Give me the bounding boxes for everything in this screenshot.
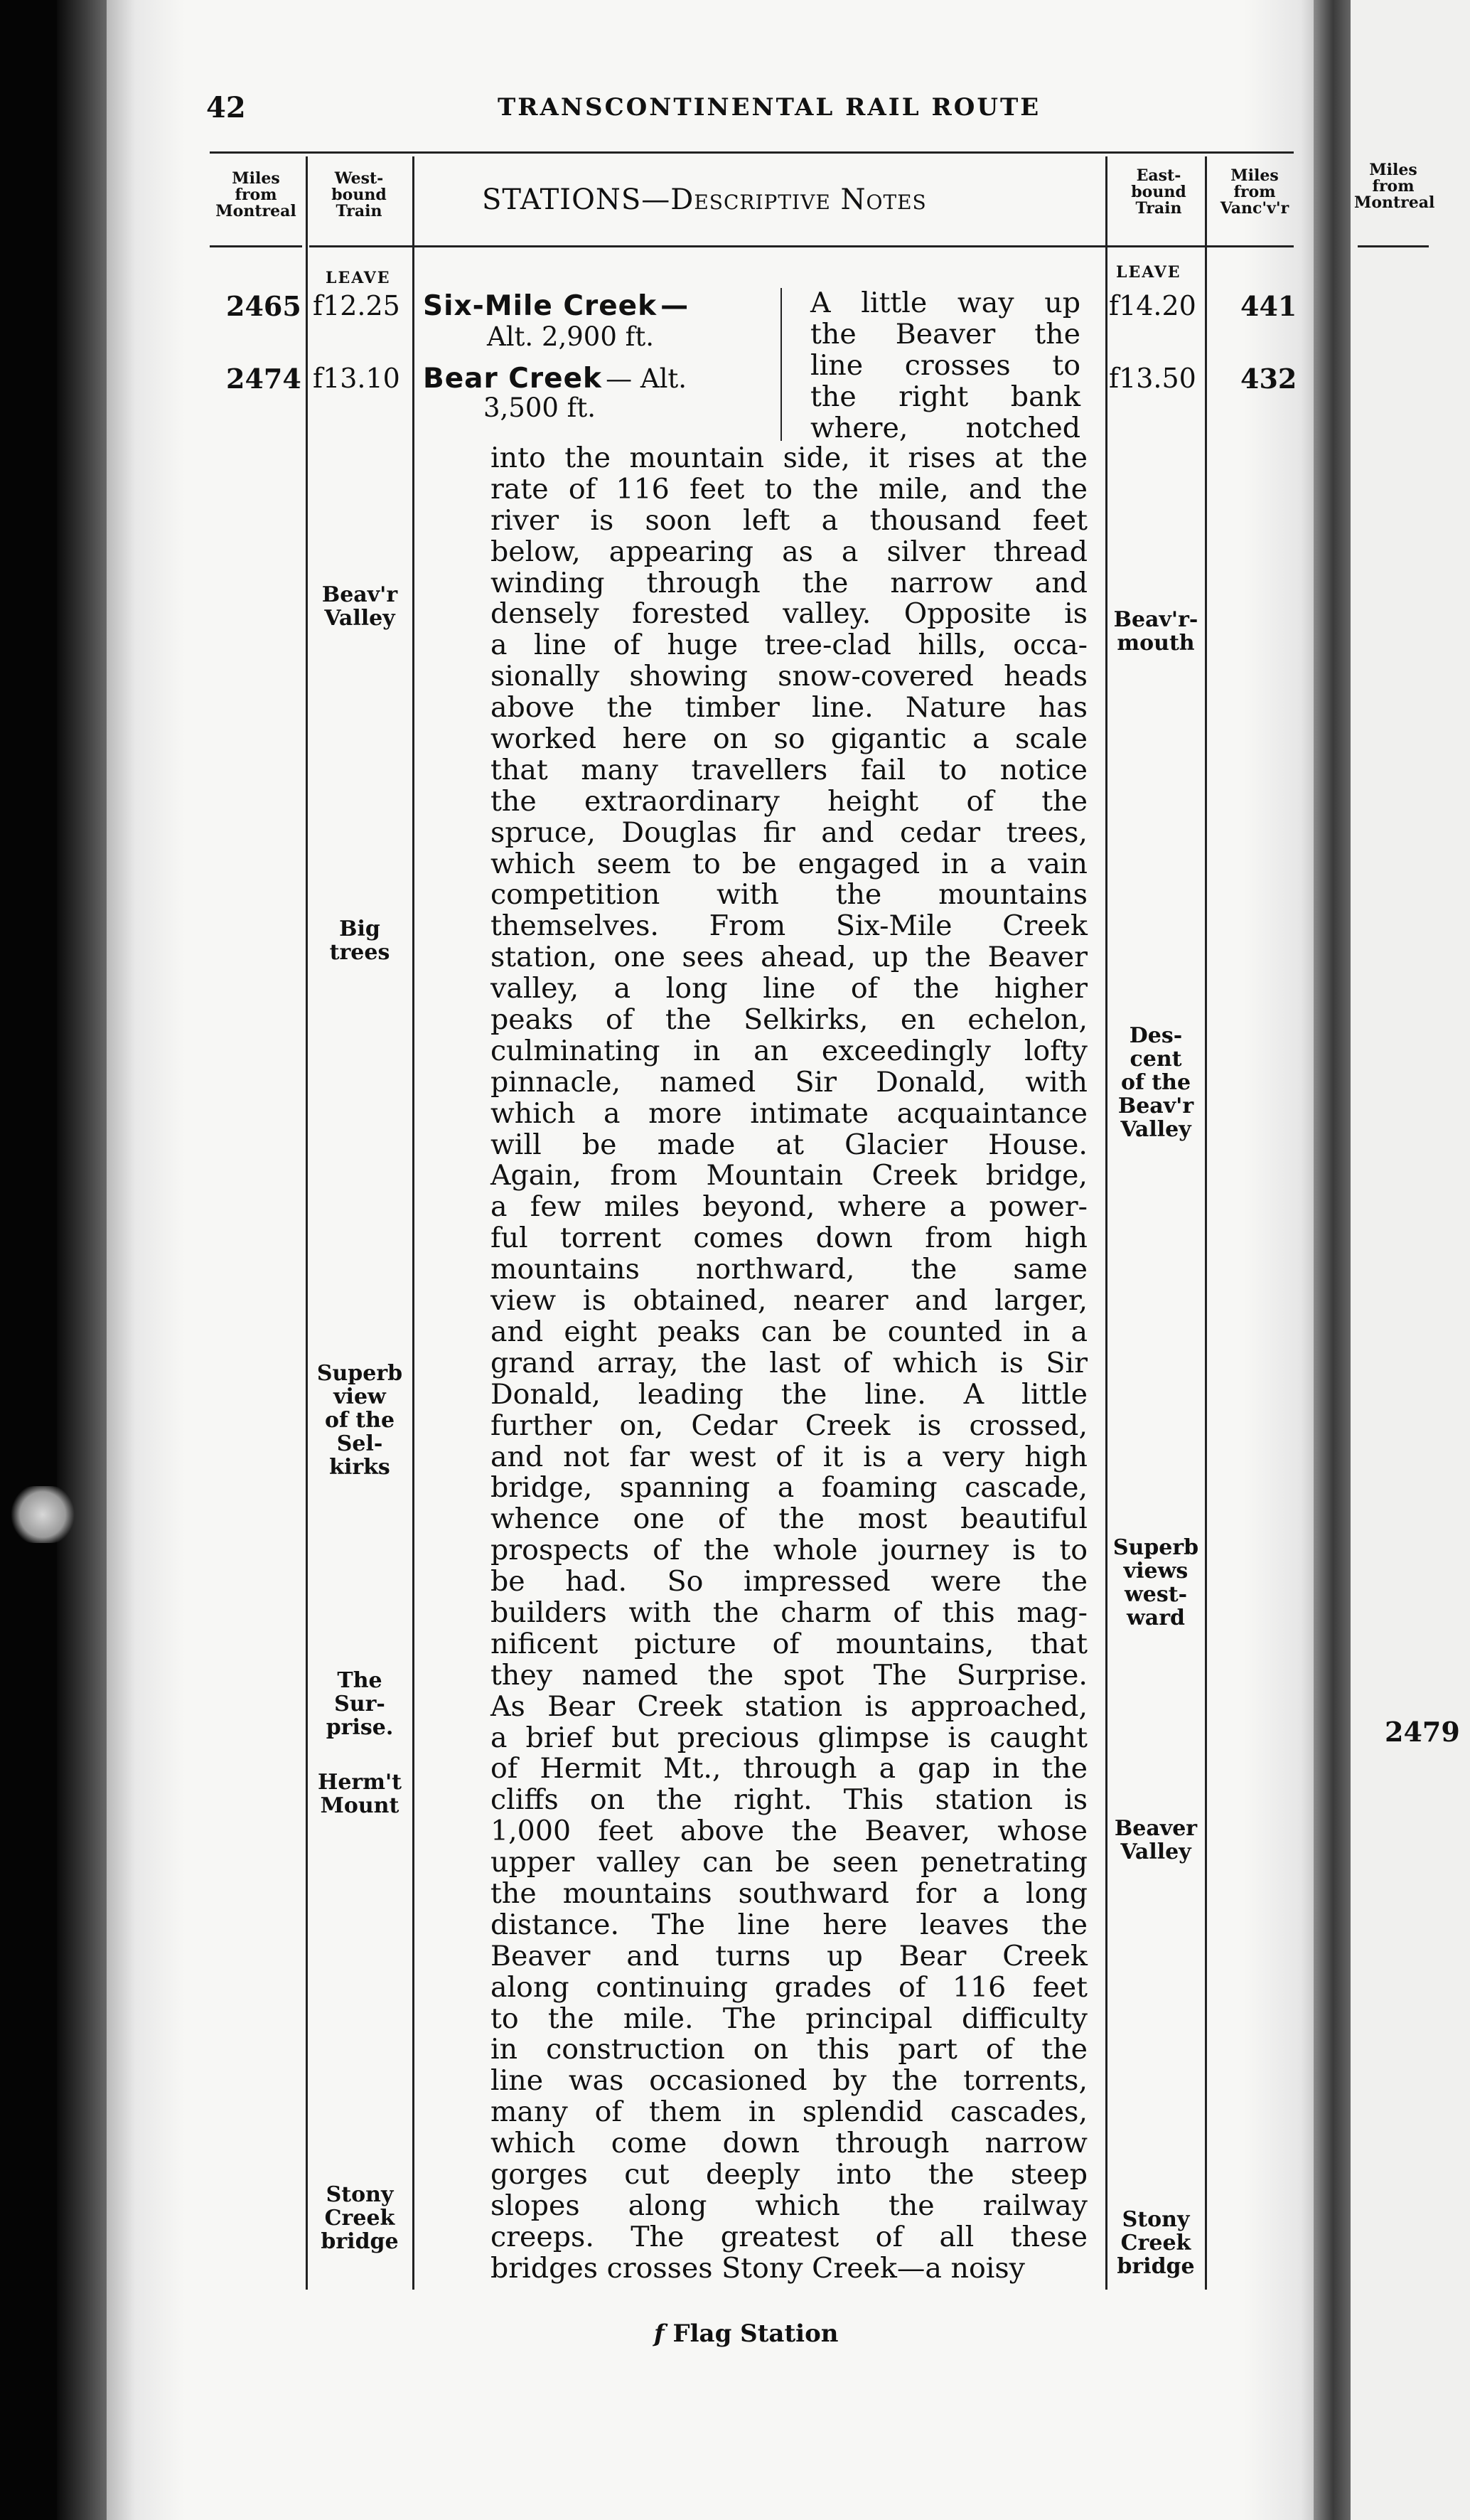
station-miles-vancouver: 441 (1240, 290, 1297, 322)
header-stations: STATIONS—Descriptive Notes (482, 183, 927, 216)
header-miles-vancouver: Miles from Vanc'v'r (1220, 166, 1289, 218)
header-miles-montreal: Miles from Montreal (215, 169, 296, 220)
page-fold (1314, 0, 1353, 2520)
left-note-stony-creek-bridge: Stony Creek bridge (321, 2182, 399, 2254)
header-rule-miles (210, 245, 302, 247)
page-number: 42 (206, 91, 246, 124)
col-divider-2 (412, 156, 414, 2290)
header-westbound: West- bound Train (331, 169, 387, 220)
station-altitude: 3,500 ft. (483, 393, 596, 423)
col-divider-4 (1205, 156, 1207, 2290)
paper-stain (7, 1486, 78, 1543)
right-note-stony-creek-bridge: Stony Creek bridge (1117, 2207, 1195, 2279)
right-note-beaver-valley: Beaver Valley (1114, 1816, 1198, 1864)
station-row: Bear Creek — Alt. (423, 363, 687, 395)
left-note-hermit-mount: Herm't Mount (317, 1770, 402, 1818)
left-note-superb-view: Superb view of the Sel- kirks (316, 1361, 403, 1480)
header-eastbound: East- bound Train (1131, 166, 1186, 218)
station-miles-montreal: 2465 (226, 290, 301, 322)
station-name: Six-Mile Creek (423, 290, 658, 322)
header-rule-main (309, 245, 1294, 247)
station-west-time: f12.25 (313, 290, 400, 321)
station-row: Six-Mile Creek — (423, 290, 690, 322)
left-note-beavr-valley: Beav'r Valley (321, 582, 398, 631)
col-divider-1 (306, 156, 308, 2290)
next-page-rule (1358, 245, 1429, 247)
right-note-superb-views: Superb views west- ward (1112, 1535, 1199, 1630)
top-descriptive-note: A little way up the Beaver the line crosses to the right bank where, notched (810, 287, 1080, 444)
left-note-big-trees: Big trees (329, 917, 390, 965)
running-title: TRANSCONTINENTAL RAIL ROUTE (498, 93, 1041, 122)
right-note-beavr-mouth: Beav'r- mouth (1113, 607, 1198, 656)
station-altitude: Alt. 2,900 ft. (487, 321, 654, 352)
next-page-header: Miles from Montreal (1354, 161, 1435, 212)
top-note-divider (780, 288, 782, 441)
next-page-miles: 2479 (1385, 1716, 1460, 1748)
header-rule-top (210, 151, 1294, 154)
col-divider-3 (1105, 156, 1107, 2290)
eastbound-leave-label: LEAVE (1116, 263, 1181, 282)
station-name: Bear Creek (423, 363, 602, 395)
footer-legend: f Flag Station (654, 2319, 839, 2348)
left-note-the-surprise: The Sur- prise. (326, 1668, 394, 1740)
station-east-time: f13.50 (1109, 363, 1196, 394)
station-miles-montreal: 2474 (226, 363, 301, 395)
station-west-time: f13.10 (313, 363, 400, 394)
descriptive-notes: into the mountain side, it rises at the rate of 116 feet to the mile, and the river is soon left a thousand feet below, appearing as a silver thread winding through the narrow and densely forested valley. Opposite is a line of huge tree-clad hills, occa- sionally showing snow-covered heads above the timber line. Nature has worked here on so gigantic a scale that many travellers fail to notice the extraordinary height of the spruce, Douglas fir and cedar trees, which seem to be engaged in a vain competition with the mountains themselves. From Six-Mile Creek station, one sees ahead, up the Beaver valley, a long line of the higher peaks of the Selkirks, en echelon, culminating in an exceedingly lofty pinnacle, named Sir Donald, with which a more intimate acquaintance will be made at Glacier House. Again, from Mountain Creek bridge, a few miles beyond, where a power- ful torrent comes down from high mountains northward, the same view is obtained, nearer and larger, and eight peaks can be counted in a grand array, the last of which is Sir Donald, leading the line. A little further on, Cedar Creek is crossed, and not far west of it is a very high bridge, spanning a foaming cascade, whence one of the most beautiful prospects of the whole journey is to be had. So impressed were the builders with the charm of this mag- nificent picture of mountains, that they named the spot The Surprise. As Bear Creek station is approached, a brief but precious glimpse is caught of Hermit Mt., through a gap in the cliffs on the right. This station is 1,000 feet above the Beaver, whose upper valley can be seen penetrating the mountains southward for a long distance. The line here leaves the Beaver and turns up Bear Creek along continuing grades of 116 feet to the mile. The principal difficulty in construction on this part of the line was occasioned by the torrents, many of them in splendid cascades, which come down through narrow gorges cut deeply into the steep slopes along which the railway creeps. The greatest of all these bridges crosses Stony Creek—a noisy (490, 442, 1088, 2285)
next-page (1351, 0, 1470, 2520)
right-note-descent: Des- cent of the Beav'r Valley (1117, 1023, 1194, 1142)
station-miles-vancouver: 432 (1240, 363, 1297, 395)
westbound-leave-label: LEAVE (326, 269, 391, 287)
station-east-time: f14.20 (1109, 290, 1196, 321)
